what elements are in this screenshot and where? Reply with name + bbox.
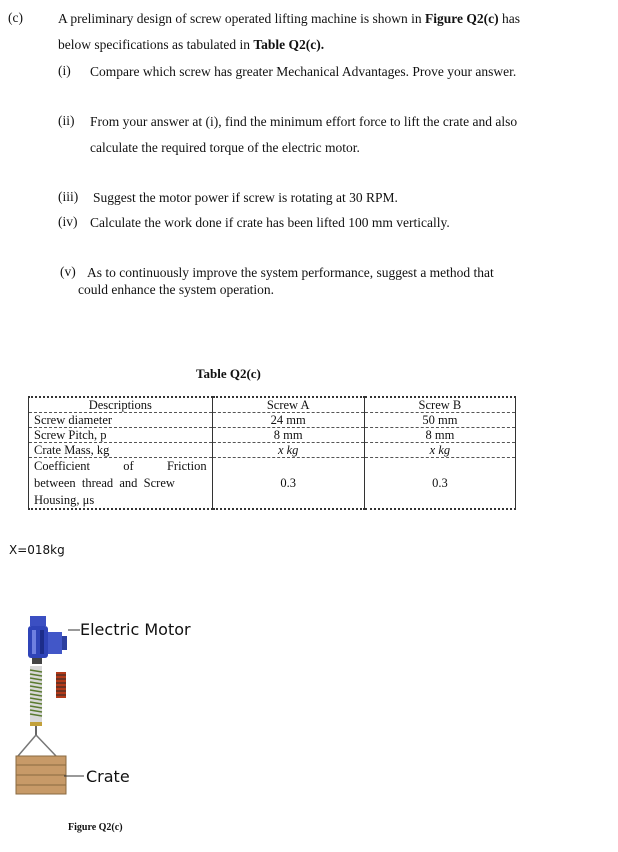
header-descriptions: Descriptions <box>29 397 213 413</box>
intro-text: has <box>498 11 521 26</box>
part-v-text-line1: As to continuously improve the system performance, suggest a method that <box>87 265 494 280</box>
part-v-text-line2: could enhance the system operation. <box>78 282 275 297</box>
part-ii-text-line2: calculate the required torque of the electric motor. <box>90 140 360 155</box>
crate-icon <box>16 756 66 794</box>
spec-table <box>28 396 516 510</box>
screw-icon <box>30 666 66 726</box>
part-number: (i) <box>58 63 71 78</box>
intro-text: A preliminary design of screw operated lifting machine is shown in <box>58 11 426 26</box>
question-intro-line2 <box>58 36 324 54</box>
header-screw-b: Screw B <box>364 397 515 413</box>
hook-icon <box>18 726 56 756</box>
friction-line1 <box>34 459 207 473</box>
intro-text: below specifications as tabulated in <box>58 37 254 52</box>
electric-motor-icon <box>28 616 67 664</box>
table-row <box>29 413 516 428</box>
row-screw-b: 8 mm <box>364 428 515 443</box>
row-screw-b: 0.3 <box>364 458 515 510</box>
row-screw-a: 8 mm <box>212 428 364 443</box>
friction-line2: between thread and Screw <box>34 476 175 490</box>
part-number: (v) <box>60 264 76 279</box>
table-row <box>29 458 516 510</box>
part-ii-text-line1: From your answer at (i), find the minimum effort force to lift the crate and also <box>90 114 518 129</box>
table-ref: Table Q2(c). <box>253 37 325 52</box>
figure-caption: Figure Q2(c) <box>68 822 123 833</box>
row-screw-a: 0.3 <box>212 458 364 510</box>
row-screw-b: 50 mm <box>364 413 515 428</box>
row-screw-b: x kg <box>364 443 515 458</box>
table-caption: Table Q2(c) <box>196 366 261 381</box>
question-label: (c) <box>8 10 23 25</box>
part-number: (iii) <box>58 189 79 204</box>
friction-line3: Housing, μs <box>34 493 95 507</box>
part-iii-text: Suggest the motor power if screw is rotating at 30 RPM. <box>93 190 398 205</box>
part-number: (ii) <box>58 113 75 128</box>
motor-label: Electric Motor <box>80 620 191 639</box>
table-row <box>29 443 516 458</box>
header-screw-a: Screw A <box>212 397 364 413</box>
question-intro-line1 <box>58 10 578 28</box>
friction-word: Coefficient <box>34 459 90 473</box>
mass-note: X=018kg <box>9 543 65 557</box>
row-desc-friction <box>29 458 213 510</box>
friction-word: of <box>123 459 134 473</box>
crate-label: Crate <box>86 767 130 786</box>
row-screw-a: 24 mm <box>212 413 364 428</box>
row-desc: Crate Mass, kg <box>29 443 213 458</box>
friction-word: Friction <box>166 459 207 473</box>
part-number: (iv) <box>58 214 78 229</box>
figure-ref: Figure Q2(c) <box>425 11 499 26</box>
part-i-text: Compare which screw has greater Mechanical Advantages. Prove your answer. <box>90 64 517 79</box>
row-desc: Screw diameter <box>29 413 213 428</box>
table-row <box>29 428 516 443</box>
row-desc: Screw Pitch, p <box>29 428 213 443</box>
part-iv-text: Calculate the work done if crate has been lifted 100 mm vertically. <box>90 215 450 230</box>
table-header-row <box>29 397 516 413</box>
row-screw-a: x kg <box>212 443 364 458</box>
